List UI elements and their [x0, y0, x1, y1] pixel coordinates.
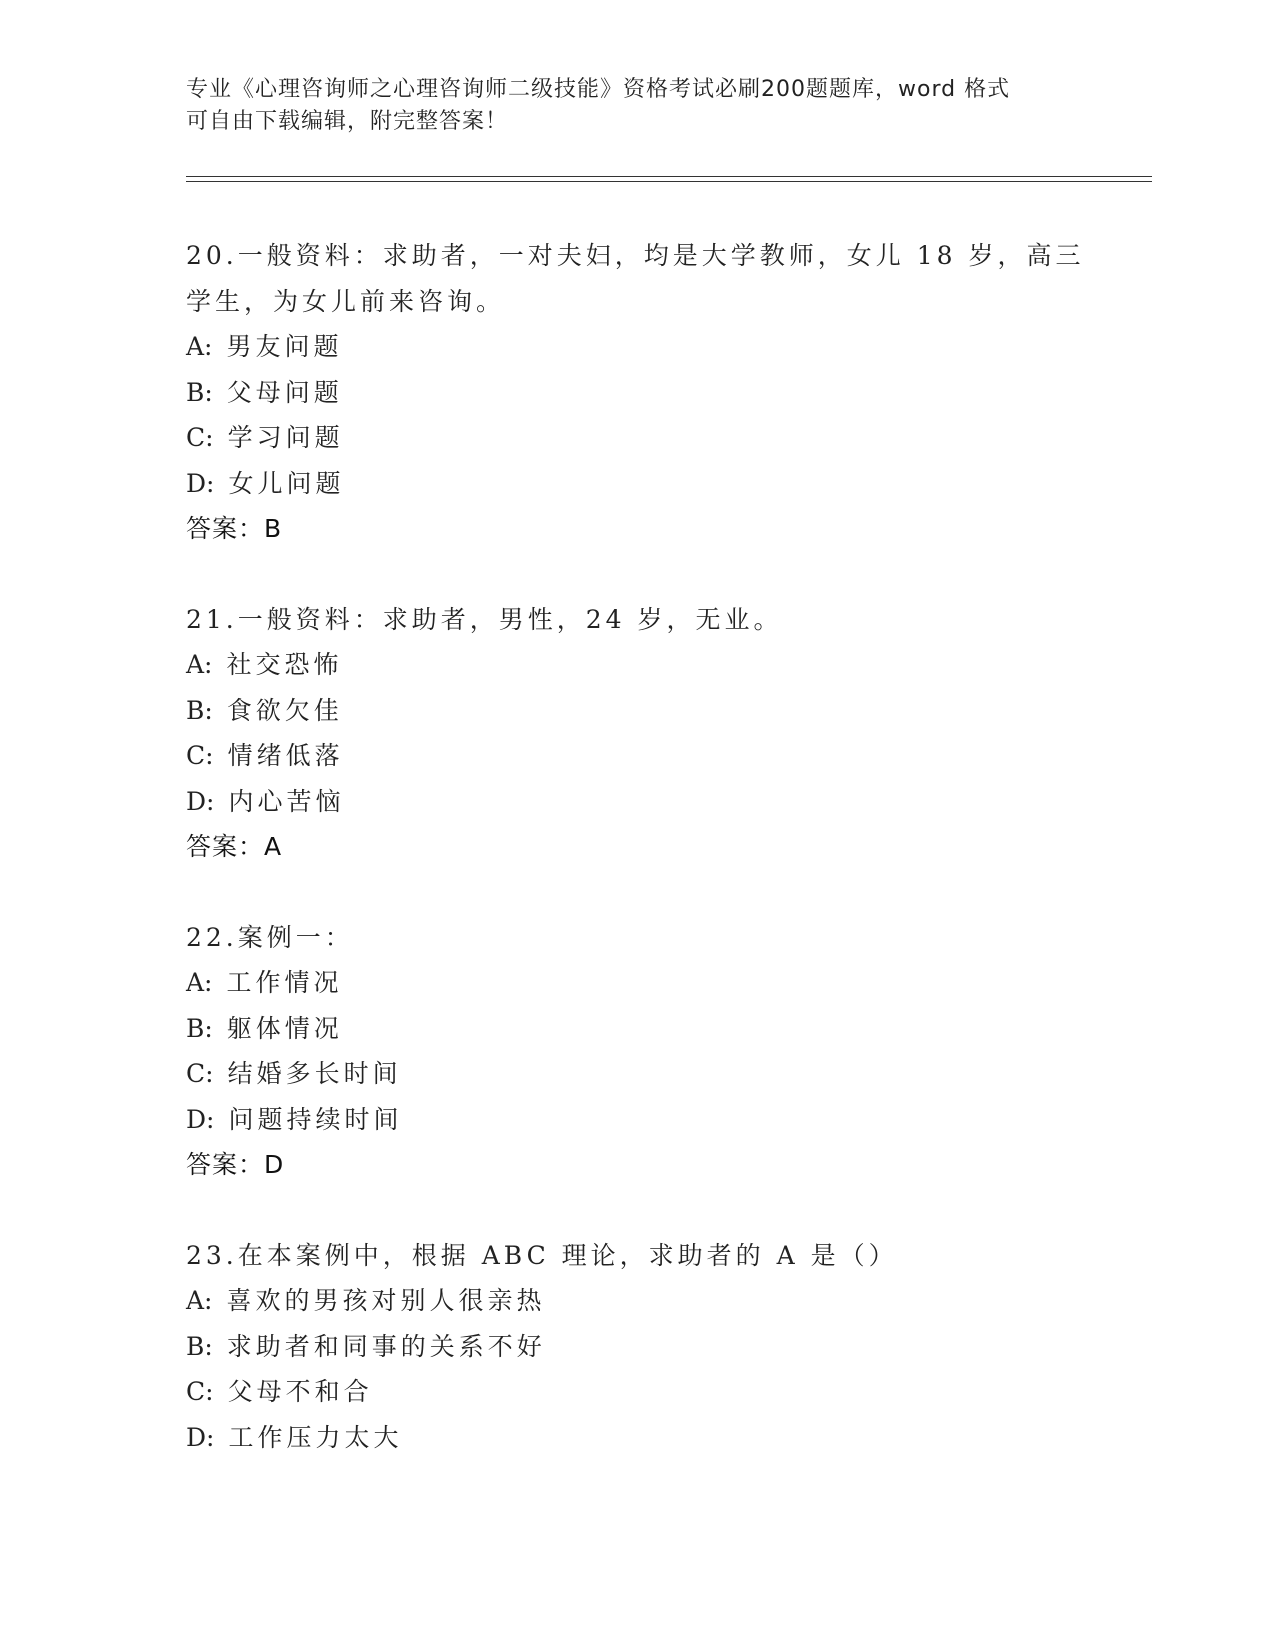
option-key: D: — [186, 1422, 215, 1452]
answer-line: 答案：A — [186, 832, 283, 861]
option-b — [186, 370, 1086, 416]
option-text: 情绪低落 — [227, 741, 344, 770]
option-text: 结婚多长时间 — [227, 1059, 402, 1088]
document-header — [186, 74, 1066, 138]
header-line-1: 专业《心理咨询师之心理咨询师二级技能》资格考试必刷200题题库，word 格式 — [186, 77, 1011, 102]
option-key: C: — [186, 1377, 214, 1406]
option-b — [186, 1324, 1086, 1370]
header-divider-top — [186, 176, 1152, 177]
question-20 — [186, 233, 1086, 552]
option-key: C: — [186, 423, 214, 452]
option-text: 求助者和同事的关系不好 — [226, 1331, 546, 1361]
option-text: 食欲欠佳 — [226, 695, 343, 725]
answer-line: 答案：D — [186, 1150, 285, 1179]
question-stem: 23.在本案例中，根据 ABC 理论，求助者的 A 是（） — [186, 1240, 898, 1270]
option-key: A: — [186, 968, 213, 997]
option-b — [186, 688, 1086, 734]
option-d — [186, 1415, 1086, 1461]
option-text: 工作情况 — [226, 968, 343, 997]
option-text: 女儿问题 — [228, 468, 345, 498]
option-key: A: — [186, 650, 213, 679]
option-text: 躯体情况 — [226, 1013, 343, 1043]
question-list — [186, 233, 1086, 1505]
option-text: 工作压力太大 — [228, 1422, 403, 1452]
option-key: D: — [186, 1104, 215, 1134]
option-key: A: — [186, 1286, 213, 1315]
option-c — [186, 1051, 1086, 1097]
question-stem-continued: 学生，为女儿前来咨询。 — [186, 286, 506, 316]
question-stem: 20.一般资料：求助者，一对夫妇，均是大学教师，女儿 18 岁，高三 — [186, 241, 1085, 270]
header-divider-bottom — [186, 181, 1152, 182]
question-stem: 22.案例一： — [186, 922, 354, 952]
question-stem: 21.一般资料：求助者，男性，24 岁，无业。 — [186, 604, 783, 634]
answer-line: 答案：B — [186, 514, 283, 543]
option-text: 问题持续时间 — [228, 1104, 403, 1134]
option-text: 男友问题 — [226, 332, 343, 361]
option-text: 父母问题 — [226, 377, 343, 407]
option-b — [186, 1006, 1086, 1052]
option-key: C: — [186, 1059, 214, 1088]
option-c — [186, 1369, 1086, 1415]
option-a — [186, 324, 1086, 370]
option-a — [186, 960, 1086, 1006]
option-d — [186, 1097, 1086, 1143]
option-key: B: — [186, 377, 213, 407]
option-text: 父母不和合 — [227, 1377, 373, 1406]
option-d — [186, 779, 1086, 825]
option-c — [186, 733, 1086, 779]
question-23 — [186, 1233, 1086, 1461]
question-22 — [186, 915, 1086, 1188]
option-key: D: — [186, 468, 215, 498]
option-key: B: — [186, 1331, 213, 1361]
question-21 — [186, 597, 1086, 870]
option-key: A: — [186, 332, 213, 361]
option-text: 喜欢的男孩对别人很亲热 — [226, 1286, 546, 1315]
option-key: C: — [186, 741, 214, 770]
option-text: 内心苦恼 — [228, 786, 345, 816]
option-a — [186, 1278, 1086, 1324]
option-key: D: — [186, 786, 215, 816]
option-key: B: — [186, 695, 213, 725]
option-d — [186, 461, 1086, 507]
option-key: B: — [186, 1013, 213, 1043]
header-line-2: 可自由下载编辑，附完整答案！ — [186, 109, 509, 134]
option-a — [186, 642, 1086, 688]
option-text: 学习问题 — [227, 423, 344, 452]
option-text: 社交恐怖 — [226, 650, 343, 679]
option-c — [186, 415, 1086, 461]
